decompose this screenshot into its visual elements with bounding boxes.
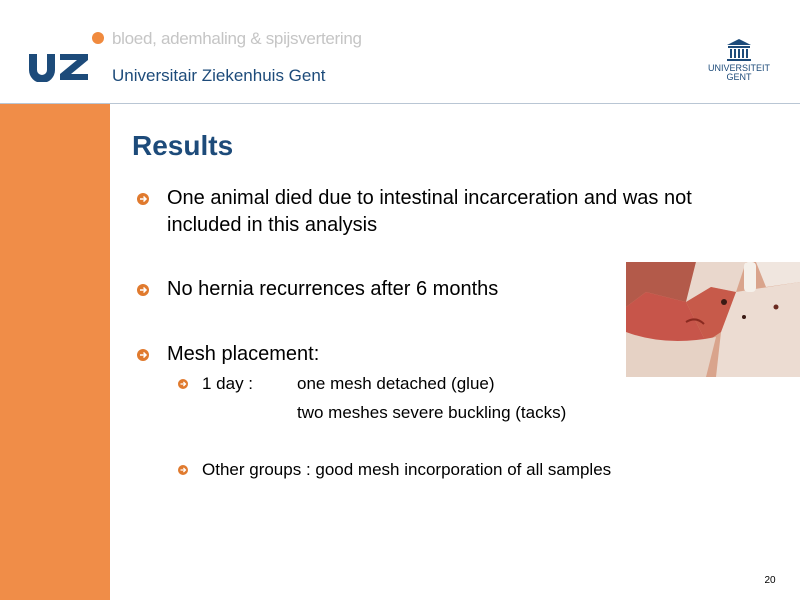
slide-title: Results: [132, 130, 234, 161]
header-tagline: bloed, ademhaling & spijsvertering: [112, 29, 362, 48]
header-divider: [0, 103, 800, 104]
arrow-bullet-icon: [178, 379, 188, 389]
orange-dot: [92, 32, 104, 44]
slide-header: [0, 0, 800, 104]
bullet-text-line: No hernia recurrences after 6 months: [167, 278, 499, 300]
sub-bullet-value: two meshes severe buckling (tacks): [297, 403, 567, 422]
page-number: 20: [764, 575, 776, 586]
ugent-line-2: GENT: [726, 72, 752, 82]
sub-bullet-value: one mesh detached (glue): [297, 374, 495, 393]
bullet-text-line: included in this analysis: [167, 214, 378, 236]
bullet-text-line: Mesh placement:: [167, 343, 320, 365]
surgical-photo: [626, 262, 800, 377]
uz-logo: [28, 52, 90, 82]
sub-bullet-label: 1 day :: [202, 374, 254, 393]
left-accent-band: [0, 104, 110, 600]
ugent-line-1: UNIVERSITEIT: [707, 63, 770, 73]
sub-bullet-text: Other groups : good mesh incorporation of all samples: [202, 460, 612, 479]
arrow-bullet-icon: [137, 193, 149, 205]
bullet-text-line: One animal died due to intestinal incarceration and was not: [167, 187, 692, 209]
arrow-bullet-icon: [178, 465, 188, 475]
arrow-bullet-icon: [137, 284, 149, 296]
hospital-name: Universitair Ziekenhuis Gent: [112, 66, 326, 85]
arrow-bullet-icon: [137, 349, 149, 361]
ugent-logo: [706, 38, 772, 86]
university-building-icon: [725, 38, 753, 62]
